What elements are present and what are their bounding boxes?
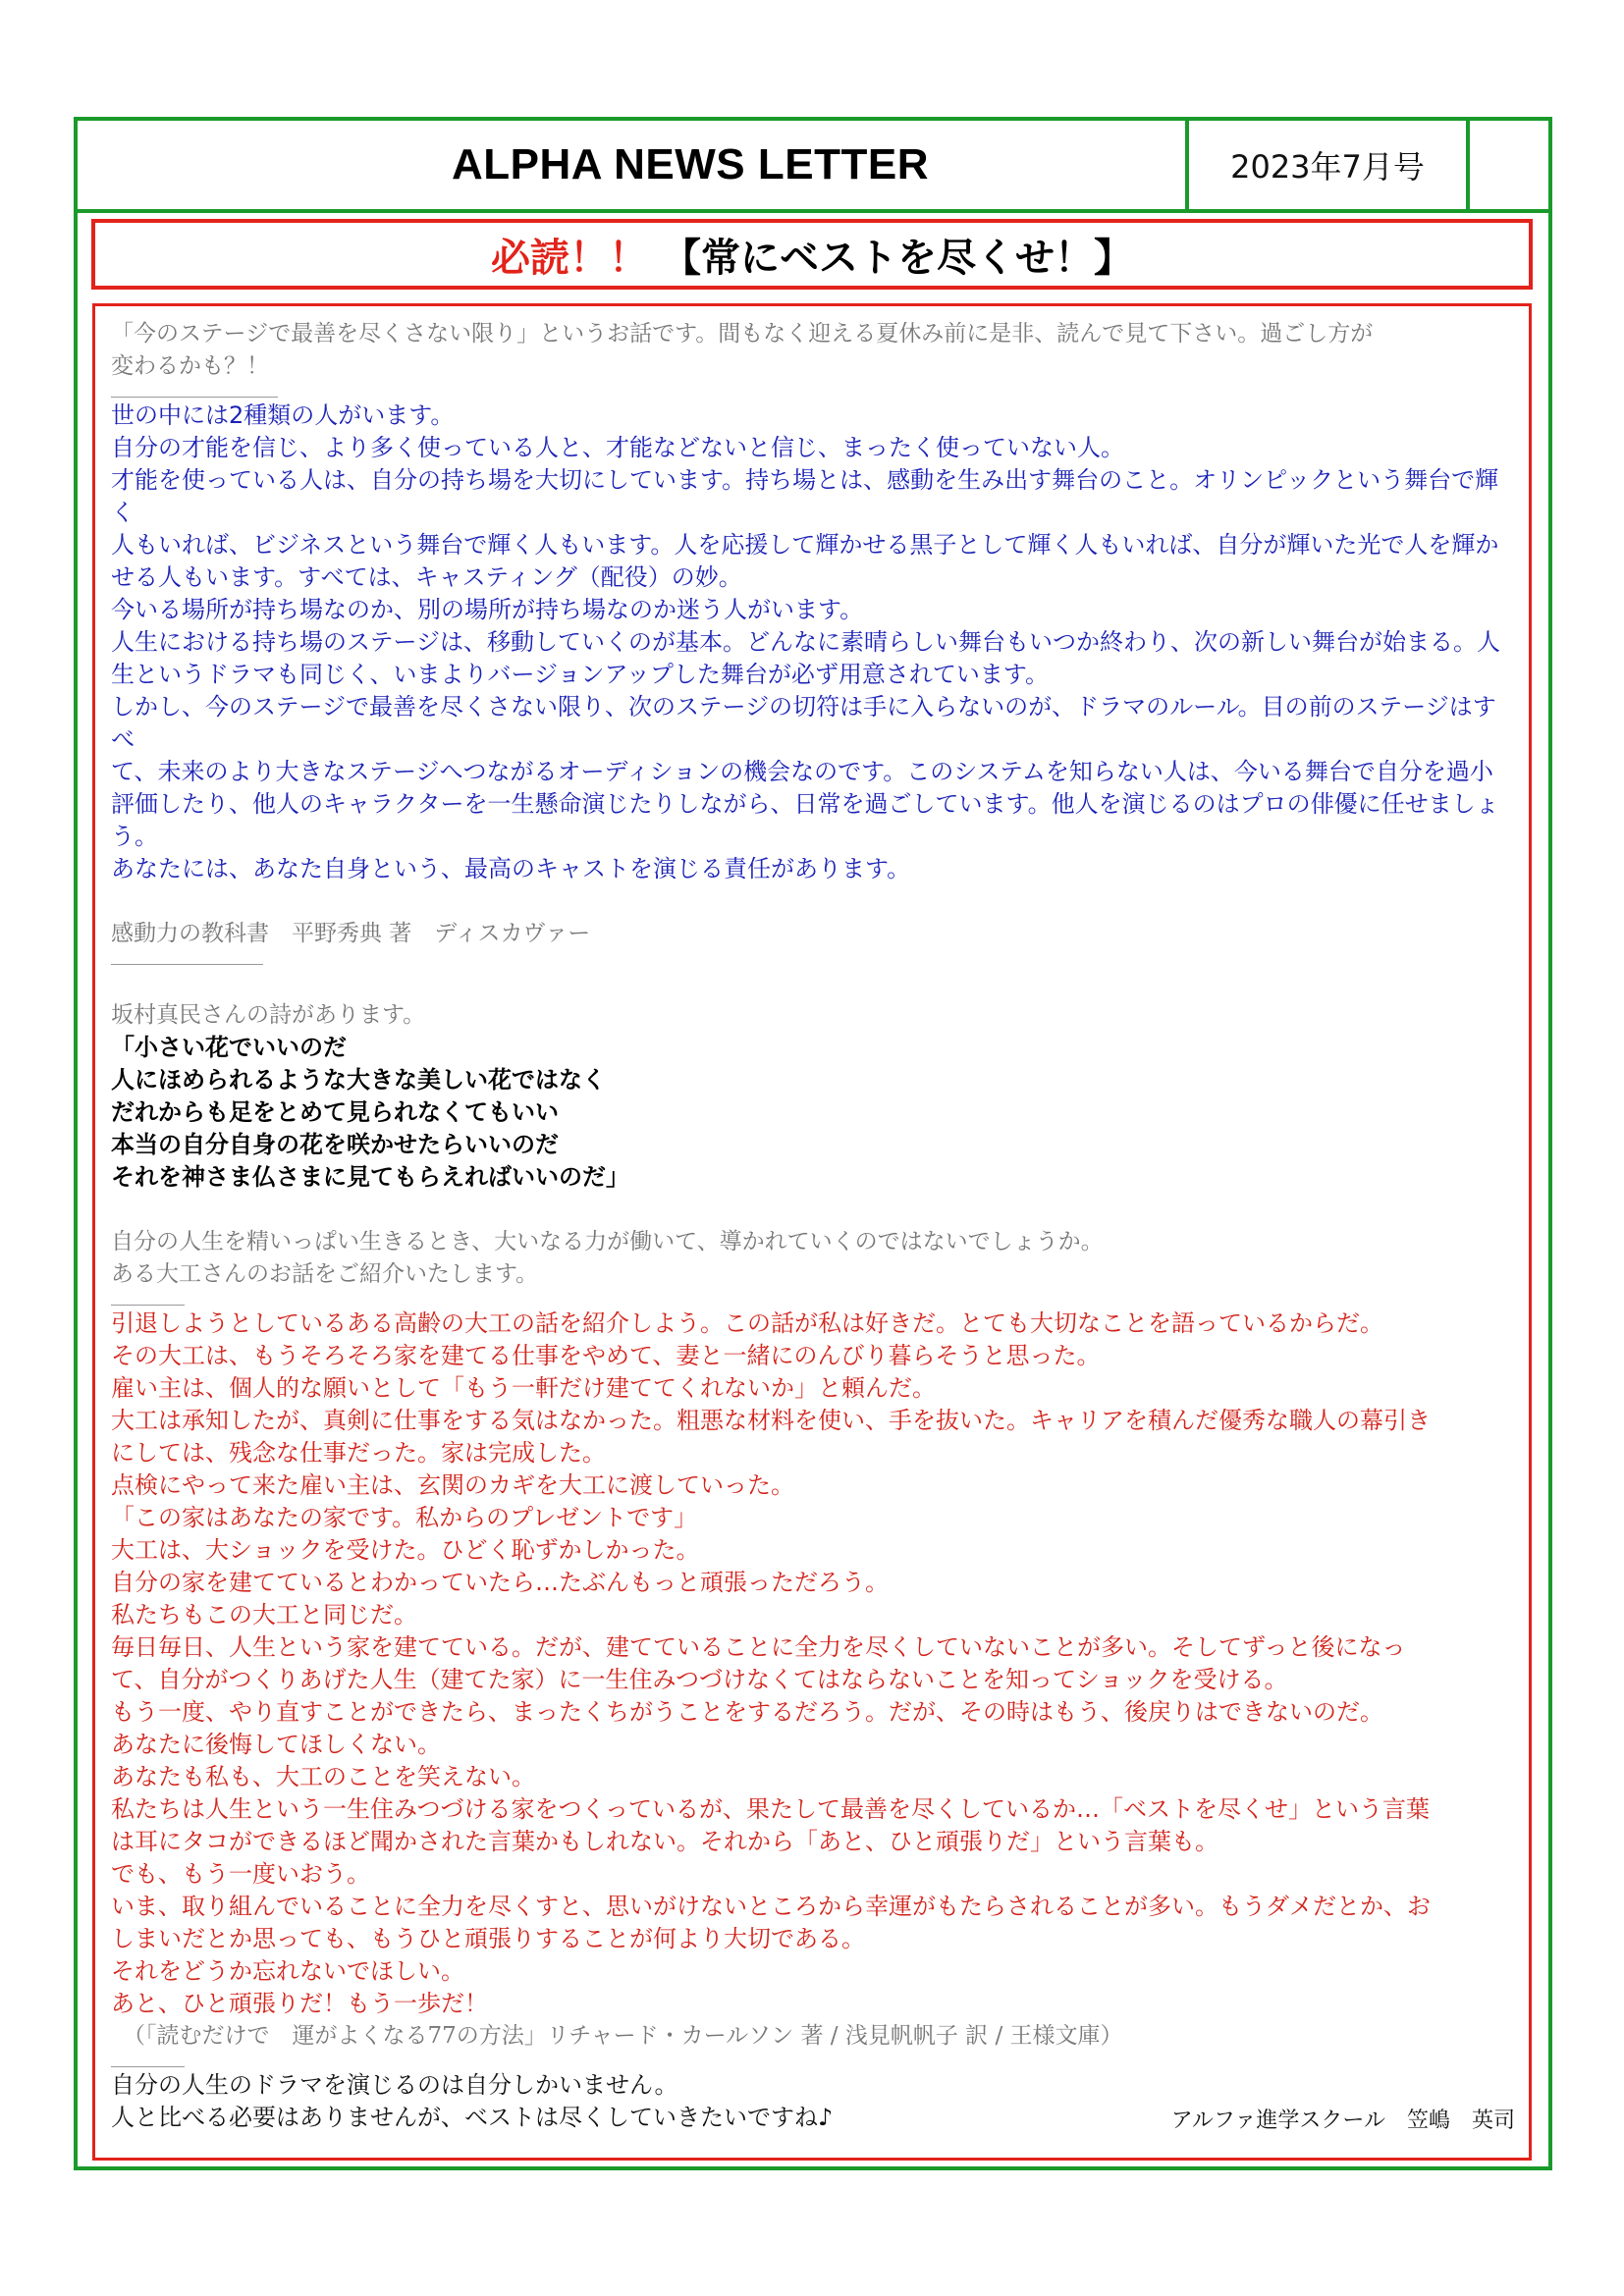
text-line: あなたには、あなた自身という、最高のキャストを演じる責任があります。 — [111, 855, 911, 882]
article-body — [92, 303, 1532, 2161]
header-title-cell — [78, 121, 1189, 209]
source-citation: （「読むだけで 運がよくなる77の方法」リチャード・カールソン 著 / 浅見帆帆子 訳 / 王様文庫） — [123, 2023, 1123, 2049]
text-line: 「この家はあなたの家です。私からのプレゼントです」 — [111, 1504, 698, 1531]
closing — [111, 2069, 1515, 2134]
text-line: 毎日毎日、人生という家を建てている。だが、建てていることに全力を尽くしていないことが多い。そしてずっと後になっ — [111, 1633, 1406, 1661]
text-line: 引退しようとしているある高齢の大工の話を紹介しよう。この話が私は好きだ。とても大切なことを語っているからだ。 — [111, 1309, 1383, 1337]
text-line: 雇い主は、個人的な願いとして「もう一軒だけ建ててくれないか」と頼んだ。 — [111, 1374, 936, 1402]
text-line: う。 — [111, 823, 158, 850]
divider — [111, 964, 263, 965]
poem-line: 「小さい花でいいのだ — [111, 1034, 347, 1061]
must-read-label: 必読！！ — [491, 235, 648, 281]
header-row — [78, 121, 1548, 213]
closing-line: 人と比べる必要はありませんが、ベストは尽くしていきたいですね♪ — [111, 2104, 834, 2131]
text-line: 大工は承知したが、真剣に仕事をする気はなかった。粗悪な材料を使い、手を抜いた。キャリアを積んだ優秀な職人の幕引き — [111, 1407, 1431, 1434]
header-empty-cell — [1470, 121, 1548, 209]
closing-line: 自分の人生のドラマを演じるのは自分しかいません。 — [111, 2071, 678, 2099]
text-line: て、自分がつくりあげた人生（建てた家）に一生住みつづけなくてはならないことを知ってショックを受ける。 — [111, 1666, 1288, 1693]
text-line: 世の中には2種類の人がいます。 — [111, 401, 455, 429]
text-line: 自分の人生を精いっぱい生きるとき、大いなる力が働いて、導かれていくのではないでしょうか。 — [111, 1229, 1104, 1255]
poem — [111, 1032, 1515, 1194]
intro-line: 「今のステージで最善を尽くさない限り」というお話です。間もなく迎える夏休み前に是非、読んで見て下さい。過ごし方が — [111, 321, 1374, 347]
text-line: いま、取り組んでいることに全力を尽くすと、思いがけないところから幸運がもたらされることが多い。もうダメだとか、お — [111, 1893, 1431, 1920]
poem-line: 人にほめられるような大きな美しい花ではなく — [111, 1066, 606, 1094]
section-talent — [111, 400, 1515, 885]
text-line: 点検にやって来た雇い主は、玄関のカギを大工に渡していった。 — [111, 1471, 794, 1499]
poem-intro: 坂村真民さんの詩があります。 — [111, 1002, 426, 1028]
poem-line: 本当の自分自身の花を咲かせたらいいのだ — [111, 1131, 559, 1158]
intro-line: 変わるかも？！ — [111, 353, 269, 379]
text-line: 自分の才能を信じ、より多く使っている人と、才能などないと信じ、まったく使っていない人。 — [111, 434, 1124, 461]
section-carpenter — [111, 1308, 1515, 2020]
bridge — [111, 1226, 1515, 1291]
text-line: 才能を使っている人は、自分の持ち場を大切にしています。持ち場とは、感動を生み出す舞台のこと。オリンピックという舞台で輝く — [111, 466, 1499, 526]
text-line: あなたに後悔してほしくない。 — [111, 1731, 441, 1758]
text-line: は耳にタコができるほど聞かされた言葉かもしれない。それから「あと、ひと頑張りだ」という言葉も。 — [111, 1828, 1218, 1855]
text-line: にしては、残念な仕事だった。家は完成した。 — [111, 1439, 606, 1467]
issue-date: 2023年7月号 — [1189, 121, 1470, 209]
text-line: でも、もう一度いおう。 — [111, 1860, 370, 1888]
text-line: 人生における持ち場のステージは、移動していくのが基本。どんなに素晴らしい舞台もいつか終わり、次の新しい舞台が始まる。人 — [111, 628, 1501, 656]
poem-line: それを神さま仏さまに見てもらえればいいのだ」 — [111, 1163, 629, 1191]
poem-line: だれからも足をとめて見られなくてもいい — [111, 1098, 559, 1126]
text-line: て、未来のより大きなステージへつながるオーディションの機会なのです。このシステムを知らない人は、今いる舞台で自分を過小 — [111, 758, 1493, 785]
text-line: 人もいれば、ビジネスという舞台で輝く人もいます。人を応援して輝かせる黒子として輝く人もいれば、自分が輝いた光で人を輝か — [111, 531, 1499, 559]
text-line: 私たちは人生という一生住みつづける家をつくっているが、果たして最善を尽くしているか…「ベストを尽くせ」という言葉 — [111, 1795, 1431, 1823]
text-line: しまいだとか思っても、もうひと頑張りすることが何より大切である。 — [111, 1925, 865, 1952]
signature: アルファ進学スクール 笠嶋 英司 — [1170, 2109, 1515, 2133]
text-line: 生というドラマも同じく、いまよりバージョンアップした舞台が必ず用意されています。 — [111, 661, 1049, 688]
divider — [111, 397, 278, 398]
source-citation: 感動力の教科書 平野秀典 著 ディスカヴァー — [111, 921, 591, 946]
newsletter-frame — [74, 117, 1552, 2170]
headline-banner — [91, 219, 1533, 290]
newsletter-title: ALPHA NEWS LETTER — [452, 140, 929, 188]
text-line: あなたも私も、大工のことを笑えない。 — [111, 1763, 535, 1790]
text-line: 評価したり、他人のキャラクターを一生懸命演じたりしながら、日常を過ごしています。他人を演じるのはプロの俳優に任せましょ — [111, 790, 1499, 818]
divider — [111, 1305, 185, 1306]
text-line: しかし、今のステージで最善を尽くさない限り、次のステージの切符は手に入らないのが、ドラマのルール。目の前のステージはすべ — [111, 693, 1496, 753]
text-line: 私たちもこの大工と同じだ。 — [111, 1601, 417, 1629]
text-line: 自分の家を建てているとわかっていたら…たぶんもっと頑張っただろう。 — [111, 1569, 889, 1596]
divider — [111, 2066, 185, 2067]
text-line: あと、ひと頑張りだ！もう一歩だ！ — [111, 1990, 488, 2017]
text-line: それをどうか忘れないでほしい。 — [111, 1957, 464, 1985]
text-line: その大工は、もうそろそろ家を建てる仕事をやめて、妻と一緒にのんびり暮らそうと思った。 — [111, 1342, 1101, 1369]
intro — [111, 318, 1515, 383]
headline-text: 【常にベストを尽くせ！】 — [662, 235, 1133, 281]
text-line: 大工は、大ショックを受けた。ひどく恥ずかしかった。 — [111, 1536, 700, 1564]
text-line: もう一度、やり直すことができたら、まったくちがうことをするだろう。だが、その時はもう、後戻りはできないのだ。 — [111, 1698, 1383, 1726]
text-line: せる人もいます。すべては、キャスティング（配役）の妙。 — [111, 563, 742, 591]
text-line: ある大工さんのお話をご紹介いたします。 — [111, 1261, 539, 1287]
text-line: 今いる場所が持ち場なのか、別の場所が持ち場なのか迷う人がいます。 — [111, 596, 864, 623]
